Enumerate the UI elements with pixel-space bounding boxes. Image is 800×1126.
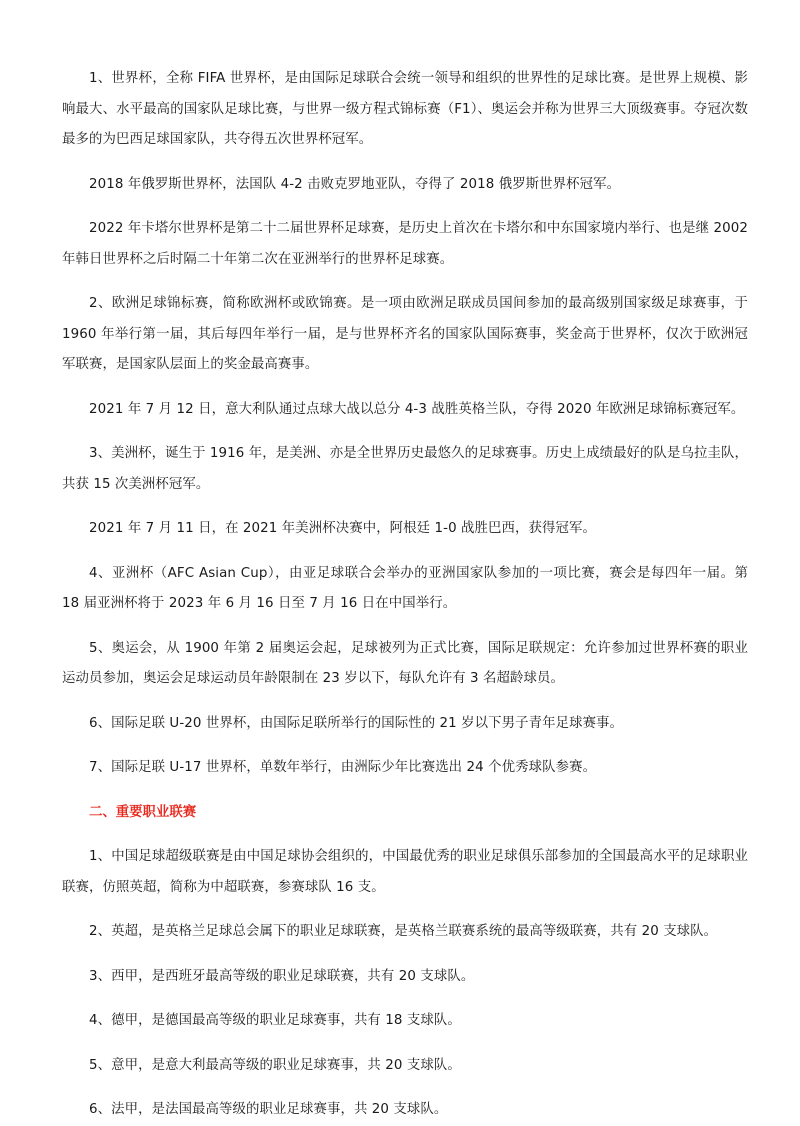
paragraph-world-cup: 1、世界杯，全称 FIFA 世界杯，是由国际足球联合会统一领导和组织的世界性的足球比赛。是世界上规模、影响最大、水平最高的国家队足球比赛，与世界一级方程式锦标赛（F1）、奥运会并称为世界三大顶级赛事。夺冠次数最多的为巴西足球国家队，共夺得五次世界杯冠军。 bbox=[62, 71, 748, 147]
paragraph-csl: 1、中国足球超级联赛是由中国足球协会组织的，中国最优秀的职业足球俱乐部参加的全国最高水平的足球职业联赛，仿照英超，简称为中超联赛，参赛球队 16 支。 bbox=[62, 849, 748, 895]
paragraph-euro: 2、欧洲足球锦标赛，简称欧洲杯或欧锦赛。是一项由欧洲足联成员国间参加的最高级别国家级足球赛事，于 1960 年举行第一届，其后每四年举行一届，是与世界杯齐名的国家队国际赛事，奖金高于世界杯，仅次于欧洲冠军联赛，是国家队层面上的奖金最高赛事。 bbox=[62, 296, 748, 372]
paragraph-ligue-1: 6、法甲，是法国最高等级的职业足球赛事，共 20 支球队。 bbox=[89, 1102, 448, 1117]
paragraph-premier-league: 2、英超，是英格兰足球总会属下的职业足球联赛，是英格兰联赛系统的最高等级联赛，共有 20 支球队。 bbox=[89, 924, 718, 939]
document-page bbox=[62, 64, 748, 1126]
paragraph-u20-world-cup: 6、国际足联 U-20 世界杯，由国际足联所举行的国际性的 21 岁以下男子青年足球赛事。 bbox=[89, 715, 624, 731]
paragraph-copa-2021-result: 2021 年 7 月 11 日，在 2021 年美洲杯决赛中，阿根廷 1-0 战胜巴西，获得冠军。 bbox=[89, 521, 596, 536]
paragraph-euro-2020-result: 2021 年 7 月 12 日，意大利队通过点球大战以总分 4-3 战胜英格兰队，夺得 2020 年欧洲足球锦标赛冠军。 bbox=[89, 401, 745, 417]
paragraph-bundesliga: 4、德甲，是德国最高等级的职业足球赛事，共有 18 支球队。 bbox=[89, 1013, 461, 1028]
paragraph-u17-world-cup: 7、国际足联 U-17 世界杯，单数年举行，由洲际少年比赛选出 24 个优秀球队参赛。 bbox=[89, 760, 597, 775]
paragraph-2018-world-cup: 2018 年俄罗斯世界杯，法国队 4-2 击败克罗地亚队，夺得了 2018 俄罗斯世界杯冠军。 bbox=[89, 176, 621, 192]
paragraph-serie-a: 5、意甲，是意大利最高等级的职业足球赛事，共 20 支球队。 bbox=[89, 1057, 461, 1073]
paragraph-copa-america: 3、美洲杯，诞生于 1916 年，是美洲、亦是全世界历史最悠久的足球赛事。历史上成绩最好的队是乌拉圭队，共获 15 次美洲杯冠军。 bbox=[62, 446, 748, 492]
paragraph-la-liga: 3、西甲，是西班牙最高等级的职业足球联赛，共有 20 支球队。 bbox=[89, 968, 475, 984]
paragraph-asian-cup: 4、亚洲杯（AFC Asian Cup），由亚足球联合会举办的亚洲国家队参加的一项比赛，赛会是每四年一届。第 18 届亚洲杯将于 2023 年 6 月 16 日至 7 月 16 日在中国举行。 bbox=[62, 565, 748, 611]
paragraph-olympics: 5、奥运会，从 1900 年第 2 届奥运会起，足球被列为正式比赛，国际足联规定：允许参加过世界杯赛的职业运动员参加，奥运会足球运动员年龄限制在 23 岁以下，每队允许有 3 名超龄球员。 bbox=[62, 640, 748, 686]
paragraph-2022-world-cup: 2022 年卡塔尔世界杯是第二十二届世界杯足球赛，是历史上首次在卡塔尔和中东国家境内举行、也是继 2002 年韩日世界杯之后时隔二十年第二次在亚洲举行的世界杯足球赛。 bbox=[62, 221, 748, 267]
section-heading-leagues: 二、重要职业联赛 bbox=[89, 804, 197, 820]
